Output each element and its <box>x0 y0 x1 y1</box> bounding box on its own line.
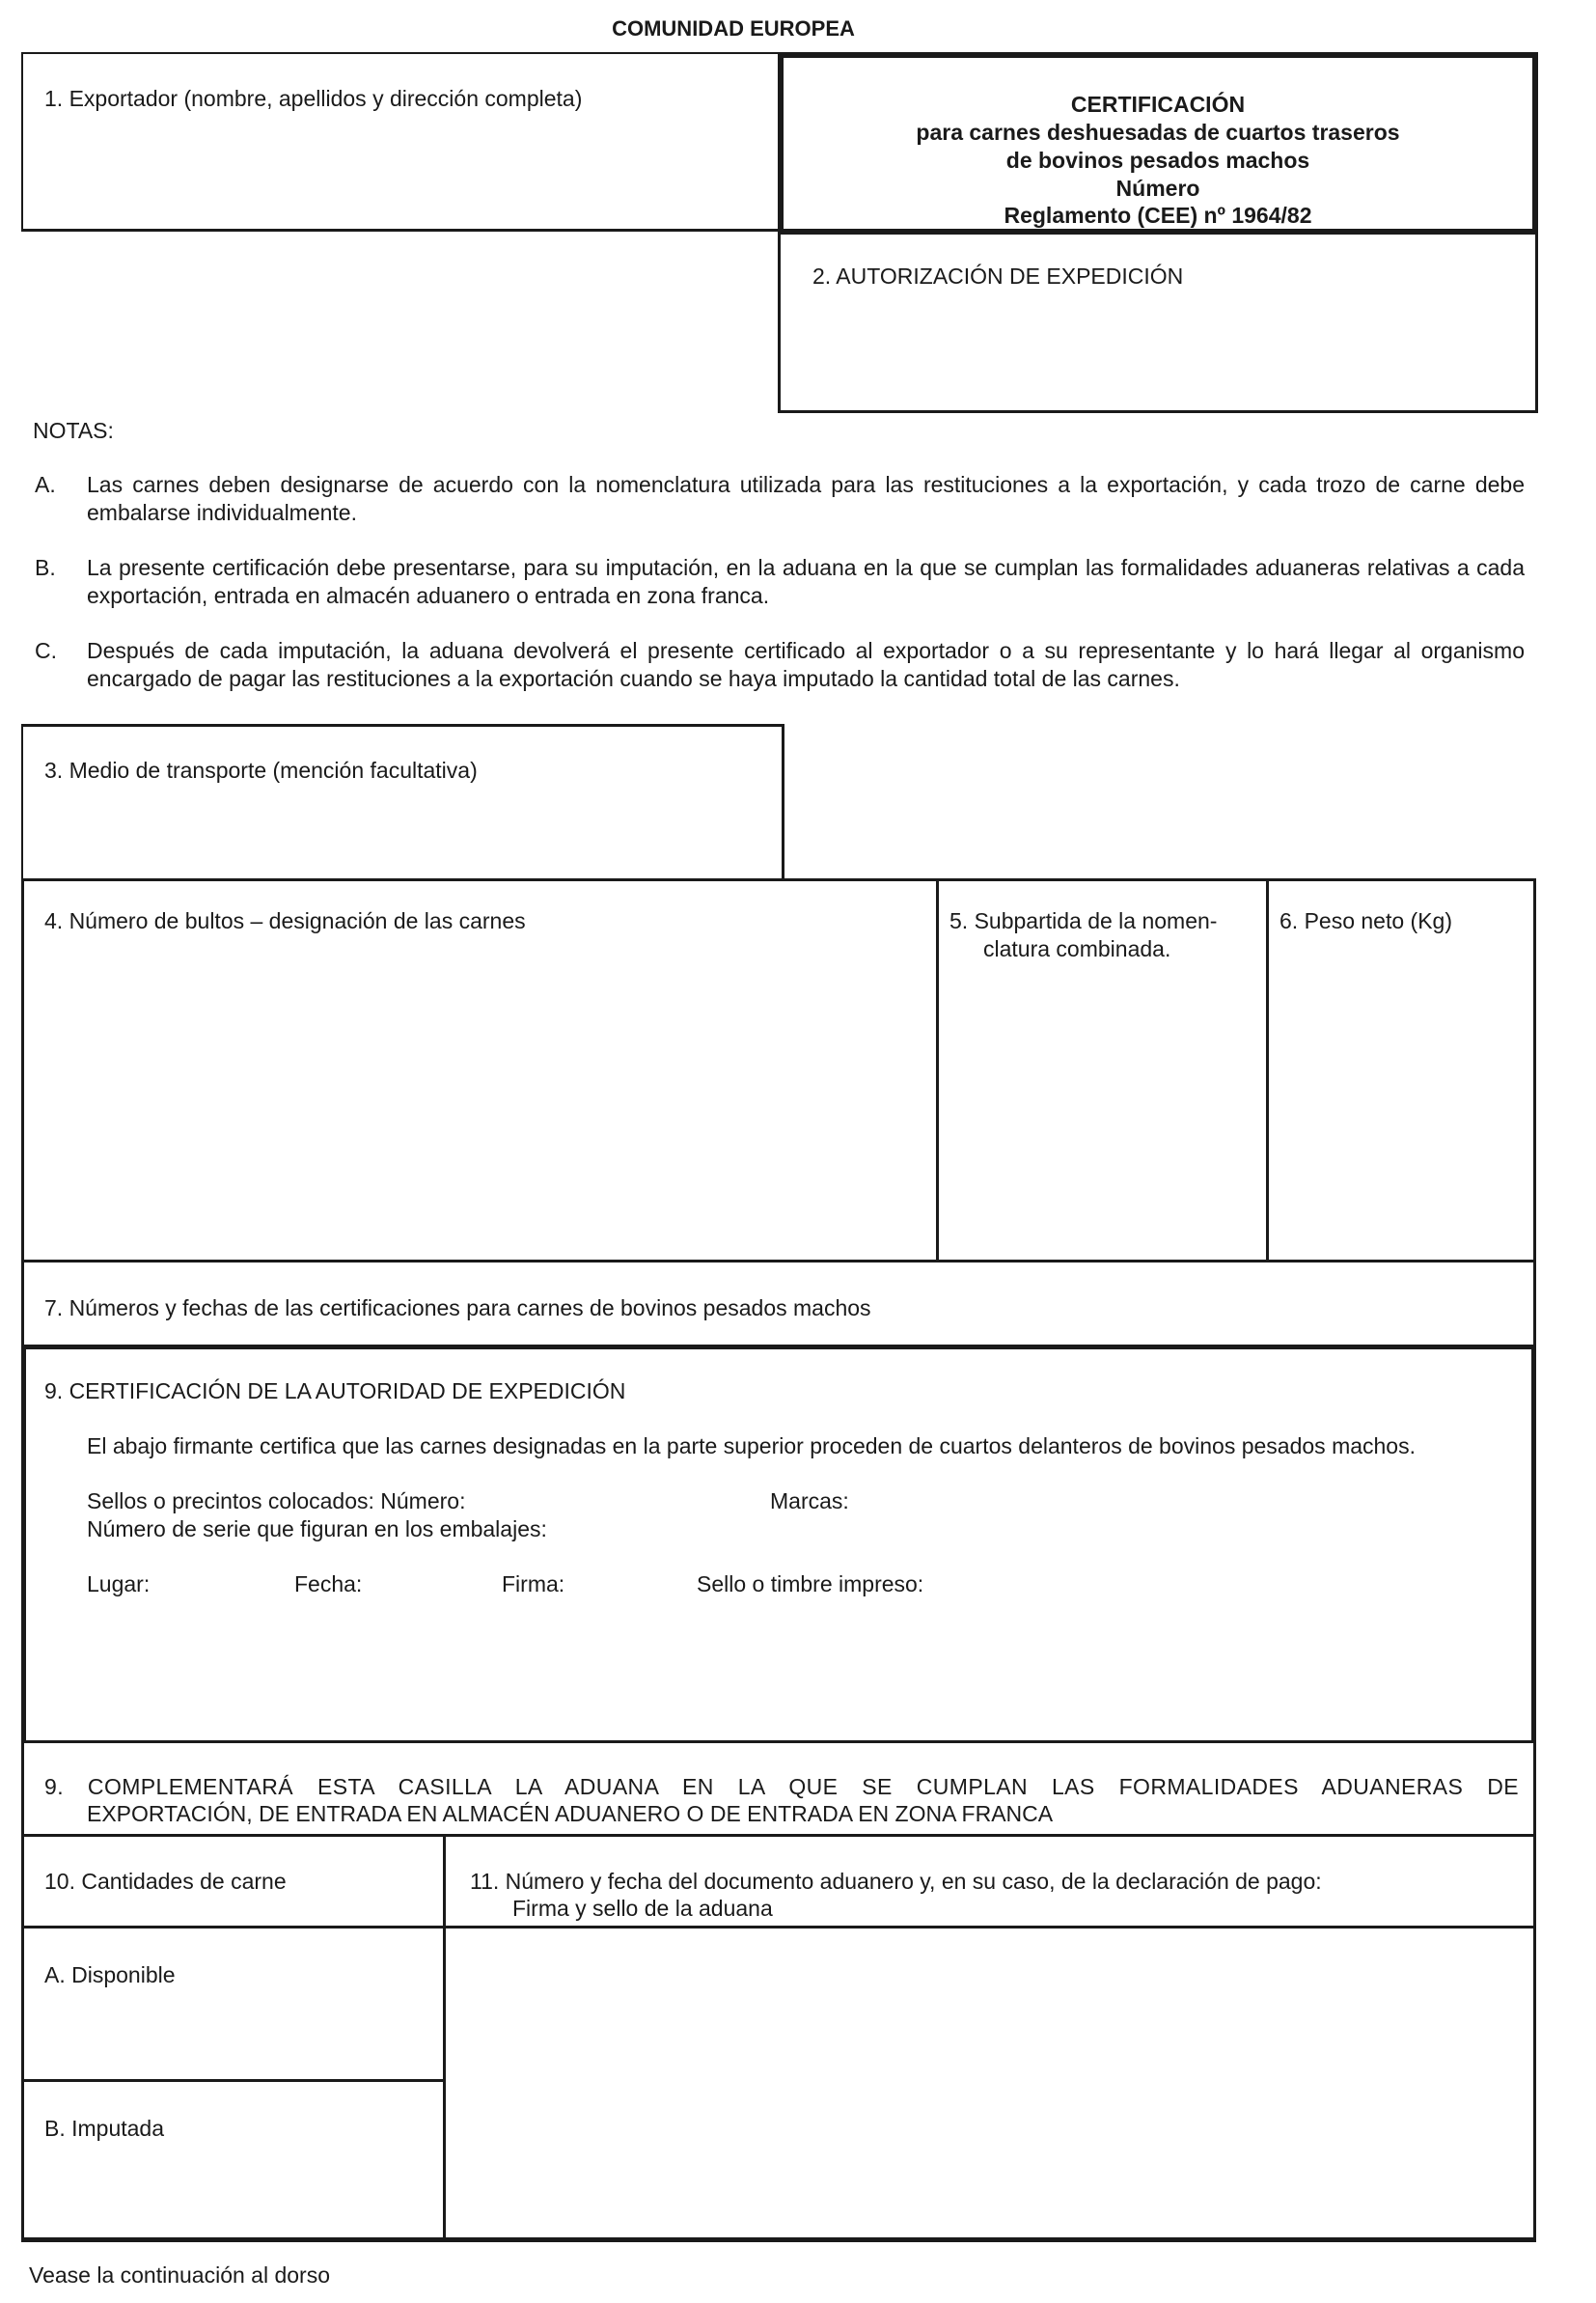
available-box[interactable] <box>24 1928 443 2079</box>
stamp-label: Sello o timbre impreso: <box>697 1571 924 1596</box>
customs-document-line2: Firma y sello de la aduana <box>512 1896 773 1921</box>
community-header: COMUNIDAD EUROPEA <box>612 16 855 41</box>
net-weight-box[interactable] <box>1269 881 1533 1260</box>
authorization-box[interactable] <box>778 232 1538 413</box>
imputed-box[interactable] <box>24 2082 443 2236</box>
note-a-letter: A. <box>35 472 56 497</box>
customs-heading-line2: EXPORTACIÓN, DE ENTRADA EN ALMACÉN ADUANERO O DE ENTRADA EN ZONA FRANCA <box>87 1801 1054 1826</box>
title-number: Número <box>1115 176 1200 201</box>
note-b-text: La presente certificación debe presentarse, para su imputación, en la aduana en la que se cumplan las formalidades aduaneras relativas a cada exportación, entrada en almacén aduanero o entrada en zona franca. <box>87 555 1525 608</box>
subheading-label-line1: 5. Subpartida de la nomen- <box>949 908 1218 933</box>
authority-heading: 9. CERTIFICACIÓN DE LA AUTORIDAD DE EXPEDICIÓN <box>44 1378 626 1403</box>
available-label: A. Disponible <box>44 1962 176 1987</box>
note-c-letter: C. <box>35 638 57 663</box>
marks-label: Marcas: <box>770 1488 849 1513</box>
authorization-label: 2. AUTORIZACIÓN DE EXPEDICIÓN <box>812 264 1184 289</box>
customs-heading-line1: 9. COMPLEMENTARÁ ESTA CASILLA LA ADUANA EN LA QUE SE CUMPLAN LAS FORMALIDADES ADUANERAS DE <box>44 1774 1519 1799</box>
transport-label: 3. Medio de transporte (mención facultativa) <box>44 758 478 783</box>
exporter-label: 1. Exportador (nombre, apellidos y dirección completa) <box>44 86 583 111</box>
quantities-label: 10. Cantidades de carne <box>44 1869 287 1894</box>
continued-note: Vease la continuación al dorso <box>29 2262 330 2288</box>
title-regulation: Reglamento (CEE) nº 1964/82 <box>1004 203 1312 228</box>
net-weight-label: 6. Peso neto (Kg) <box>1280 908 1452 933</box>
place-label: Lugar: <box>87 1571 151 1596</box>
exporter-box[interactable] <box>21 52 784 232</box>
title-subject-line2: de bovinos pesados machos <box>1005 148 1310 173</box>
seals-label: Sellos o precintos colocados: Número: <box>87 1488 466 1513</box>
notes-heading: NOTAS: <box>33 418 114 443</box>
title-subject-line1: para carnes deshuesadas de cuartos traseros <box>916 120 1400 145</box>
serial-label: Número de serie que figuran en los embalajes: <box>87 1516 547 1541</box>
customs-document-line1: 11. Número y fecha del documento aduanero y, en su caso, de la declaración de pago: <box>470 1869 1322 1894</box>
cert-numbers-label: 7. Números y fechas de las certificaciones para carnes de bovinos pesados machos <box>44 1295 871 1320</box>
signature-label: Firma: <box>502 1571 565 1596</box>
note-b-letter: B. <box>35 555 56 580</box>
transport-box[interactable] <box>21 724 784 881</box>
packages-label: 4. Número de bultos – designación de las carnes <box>44 908 526 933</box>
imputed-label: B. Imputada <box>44 2116 165 2141</box>
customs-signature-area[interactable] <box>446 1928 1533 2237</box>
authority-statement: El abajo firmante certifica que las carnes designadas en la parte superior proceden de cuartos delanteros de bovinos pesados machos. <box>87 1433 1416 1458</box>
packages-box[interactable] <box>24 881 936 1260</box>
subheading-label-line2: clatura combinada. <box>983 936 1171 961</box>
note-a-text: Las carnes deben designarse de acuerdo con la nomenclatura utilizada para las restituciones a la exportación, y cada trozo de carne debe embalarse individualmente. <box>87 472 1525 525</box>
title-certification: CERTIFICACIÓN <box>1070 92 1246 117</box>
note-c-text: Después de cada imputación, la aduana devolverá el presente certificado al exportador o a su representante y lo hará llegar al organismo encargado de pagar las restituciones a la exportación cuando se haya imputado la cantidad total de las carnes. <box>87 638 1525 691</box>
date-label: Fecha: <box>294 1571 363 1596</box>
